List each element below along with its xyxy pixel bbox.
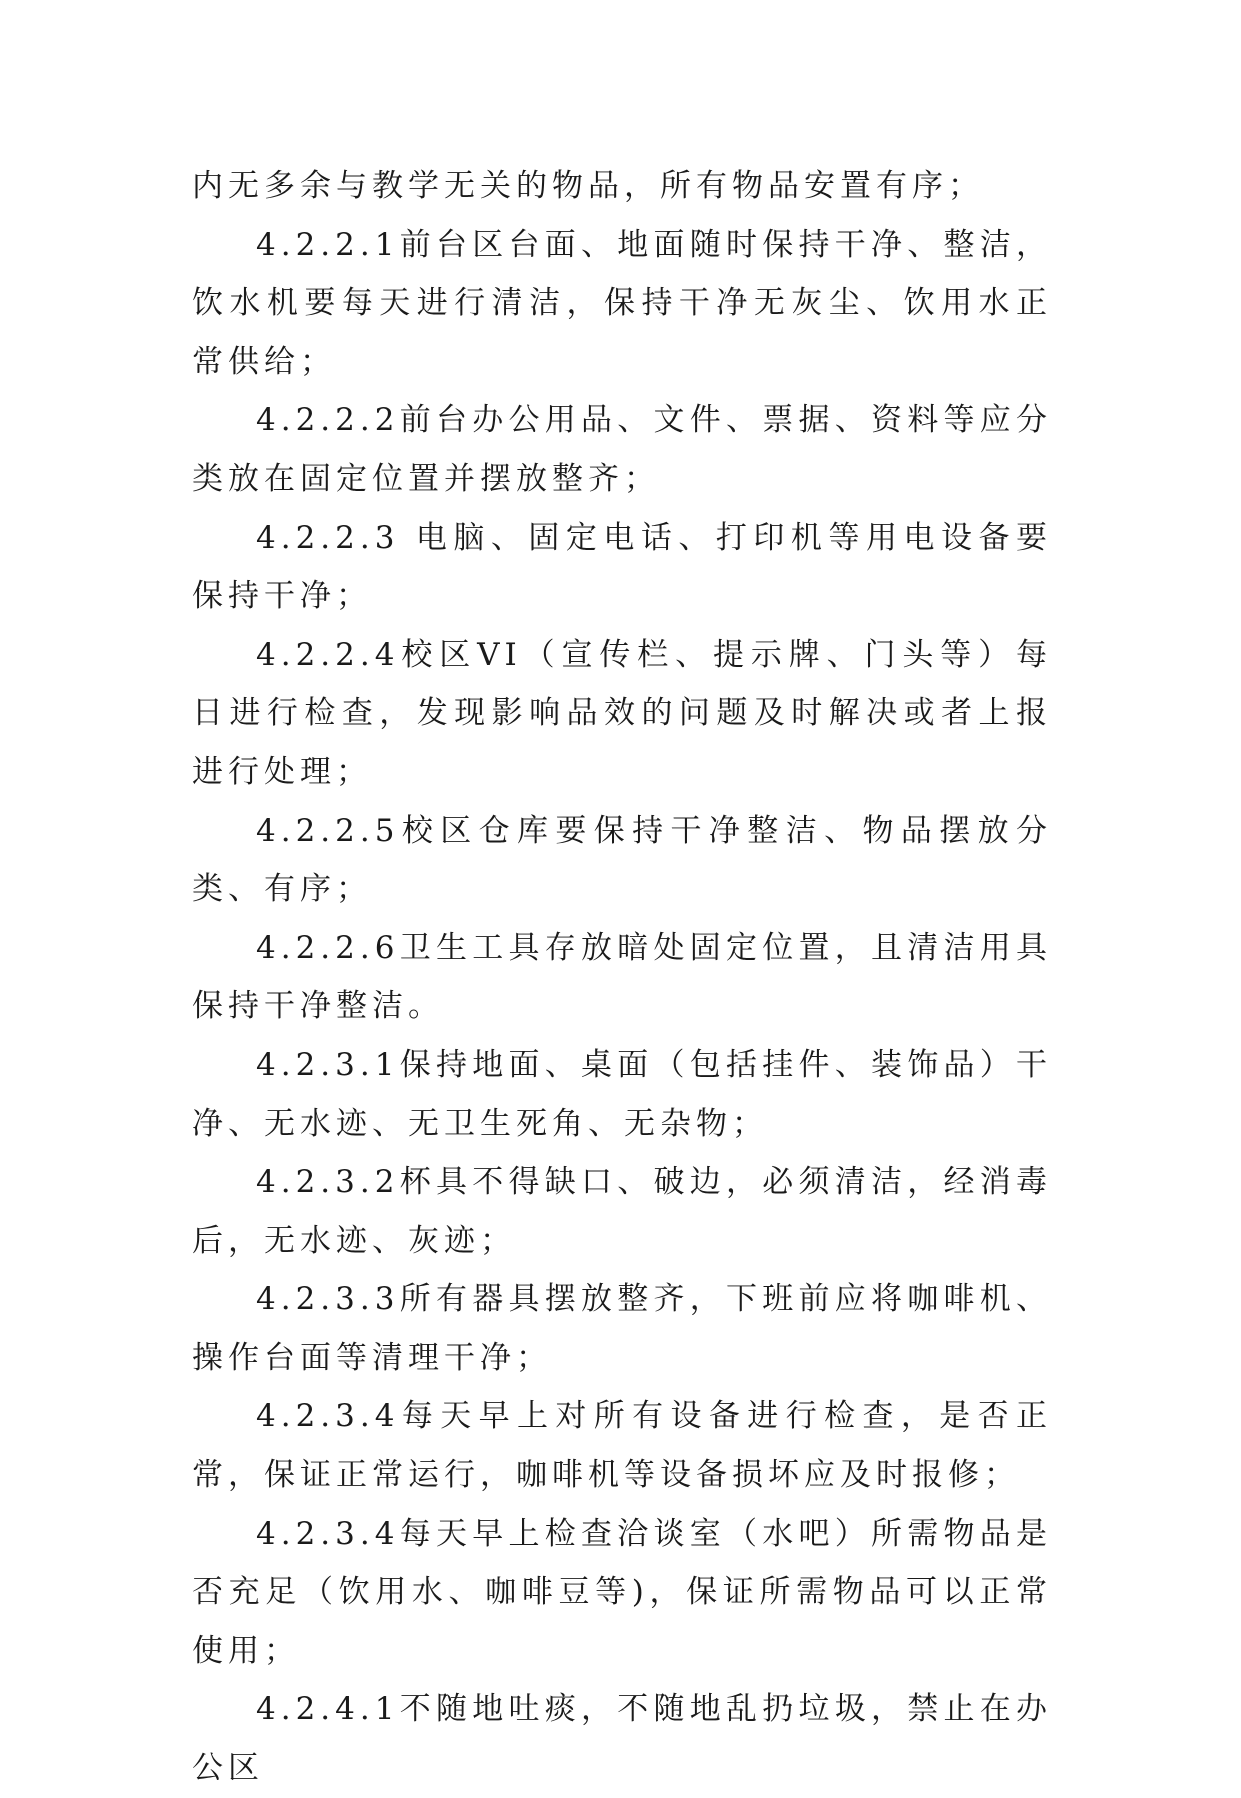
paragraph-4-2-4-1: 4.2.4.1不随地吐痰，不随地乱扔垃圾，禁止在办公区 (192, 1691, 1052, 1787)
paragraph-4-2-2-1: 4.2.2.1前台区台面、地面随时保持干净、整洁，饮水机要每天进行清洁，保持干净无灰尘、饮用水正常供给； (192, 226, 1052, 380)
paragraph-4-2-2-6: 4.2.2.6卫生工具存放暗处固定位置，且清洁用具保持干净整洁。 (192, 929, 1052, 1025)
paragraph-4-2-2-2: 4.2.2.2前台办公用品、文件、票据、资料等应分类放在固定位置并摆放整齐； (192, 402, 1052, 497)
paragraph-4-2-2-4: 4.2.2.4校区VI（宣传栏、提示牌、门头等）每日进行检查，发现影响品效的问题及时解决或者上报进行处理； (192, 636, 1052, 790)
paragraph-4-2-2-3: 4.2.2.3 电脑、固定电话、打印机等用电设备要保持干净； (192, 519, 1052, 615)
paragraph-4-2-3-3: 4.2.3.3所有器具摆放整齐，下班前应将咖啡机、操作台面等清理干净； (192, 1281, 1052, 1376)
document-body (192, 157, 1052, 1798)
paragraph-4-2-3-2: 4.2.3.2杯具不得缺口、破边，必须清洁，经消毒后，无水迹、灰迹； (192, 1164, 1052, 1259)
paragraph-4-2-3-4-b: 4.2.3.4每天早上检查洽谈室（水吧）所需物品是否充足（饮用水、咖啡豆等)，保证所需物品可以正常使用； (192, 1515, 1052, 1669)
paragraph-4-2-3-1: 4.2.3.1保持地面、桌面（包括挂件、装饰品）干净、无水迹、无卫生死角、无杂物； (192, 1046, 1052, 1142)
paragraph-continuation: 内无多余与教学无关的物品，所有物品安置有序； (192, 168, 984, 204)
paragraph-4-2-3-4-a: 4.2.3.4每天早上对所有设备进行检查，是否正常，保证正常运行，咖啡机等设备损坏应及时报修； (192, 1398, 1052, 1494)
paragraph-4-2-2-5: 4.2.2.5校区仓库要保持干净整洁、物品摆放分类、有序； (192, 812, 1052, 908)
